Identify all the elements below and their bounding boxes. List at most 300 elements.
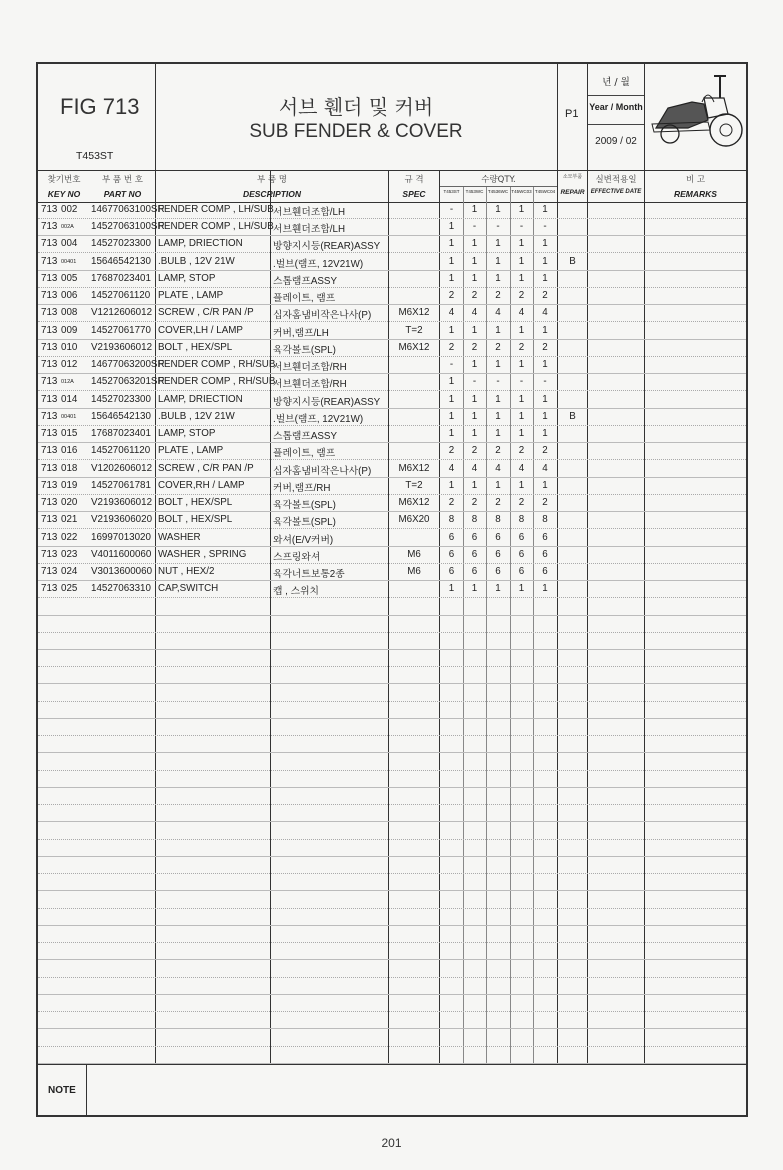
table-row bbox=[38, 926, 746, 943]
table-row bbox=[38, 616, 746, 633]
qty-cell: 1 bbox=[518, 272, 525, 284]
description-ko: 서브휀더조합/LH bbox=[273, 224, 346, 236]
model-name: T453ST bbox=[76, 150, 114, 162]
part-number: 17687023401 bbox=[91, 428, 151, 440]
part-number: V2193606012 bbox=[91, 497, 153, 509]
table-row bbox=[38, 581, 746, 598]
qty-cell: 1 bbox=[448, 238, 455, 250]
spec: M6X12 bbox=[398, 462, 430, 474]
qty-cell: - bbox=[519, 221, 524, 233]
qty-cell: 1 bbox=[471, 272, 478, 284]
qty-cell: 1 bbox=[471, 393, 478, 405]
qty-cell: 1 bbox=[448, 272, 455, 284]
key-suffix: 002 bbox=[61, 204, 78, 215]
description-en: .BULB , 12V 21W bbox=[158, 255, 235, 267]
col-part-en: PART NO bbox=[103, 189, 142, 199]
page-code: P1 bbox=[565, 108, 579, 120]
description-ko: 스프링와셔 bbox=[273, 551, 321, 563]
description-ko: 와셔(E/V커버) bbox=[273, 534, 334, 546]
title-korean: 서브 휀더 및 커버 bbox=[278, 95, 434, 119]
table-row bbox=[38, 547, 746, 564]
description-en: WASHER bbox=[158, 531, 201, 543]
qty-cell: 1 bbox=[542, 410, 548, 422]
col-key-ko: 찾기번호 bbox=[47, 175, 81, 185]
table-row bbox=[38, 771, 746, 788]
qty-sub-4: T45WC03 bbox=[511, 189, 532, 194]
description-ko: 커버,램프/RH bbox=[273, 482, 331, 494]
col-repair-ko: 소모부품 bbox=[562, 174, 583, 180]
qty-cell: 6 bbox=[448, 566, 455, 578]
qty-cell: 2 bbox=[448, 290, 455, 302]
qty-cell: - bbox=[449, 359, 454, 371]
description-ko: 방향지시등(REAR)ASSY bbox=[273, 241, 381, 253]
description-ko: 스톱램프ASSY bbox=[273, 275, 337, 287]
qty-cell: 2 bbox=[448, 497, 455, 509]
table-row bbox=[38, 995, 746, 1012]
qty-cell: 2 bbox=[518, 290, 525, 302]
key-prefix: 713 bbox=[41, 255, 58, 267]
qty-cell: 2 bbox=[495, 290, 501, 302]
part-number: 14527023300 bbox=[91, 238, 151, 250]
description-en: .BULB , 12V 21W bbox=[158, 410, 235, 422]
description-ko: 십자홈냄비작은나사(P) bbox=[273, 310, 372, 322]
qty-cell: 4 bbox=[495, 462, 501, 474]
table-row bbox=[38, 254, 746, 271]
key-prefix: 713 bbox=[41, 566, 58, 578]
key-prefix: 713 bbox=[41, 497, 58, 509]
qty-cell: 1 bbox=[542, 393, 548, 405]
table-row bbox=[38, 512, 746, 529]
qty-cell: 6 bbox=[518, 548, 525, 560]
qty-cell: - bbox=[496, 221, 500, 233]
qty-cell: 4 bbox=[495, 307, 501, 319]
qty-cell: 6 bbox=[495, 548, 501, 560]
qty-cell: 1 bbox=[542, 583, 548, 595]
qty-cell: - bbox=[496, 376, 500, 388]
key-suffix: 012 bbox=[61, 359, 78, 371]
qty-sub-2: T453WC bbox=[465, 189, 484, 194]
description-en: BOLT , HEX/SPL bbox=[158, 341, 233, 353]
qty-cell: 1 bbox=[448, 583, 455, 595]
description-en: COVER,RH / LAMP bbox=[158, 479, 245, 491]
year-month-label-ko: 년 / 월 bbox=[602, 77, 630, 88]
qty-cell: 2 bbox=[471, 445, 478, 457]
qty-cell: 1 bbox=[448, 393, 455, 405]
qty-cell: 6 bbox=[471, 531, 478, 543]
col-key-en: KEY NO bbox=[47, 189, 81, 199]
qty-cell: 4 bbox=[448, 307, 455, 319]
qty-cell: 4 bbox=[542, 462, 548, 474]
table-row bbox=[38, 961, 746, 978]
qty-cell: 1 bbox=[471, 204, 478, 215]
description-ko: 육각볼트(SPL) bbox=[273, 500, 336, 512]
description-ko: 육각볼트(SPL) bbox=[273, 517, 336, 529]
table-row bbox=[38, 754, 746, 771]
key-prefix: 713 bbox=[41, 341, 58, 353]
col-desc-ko: 부 품 명 bbox=[256, 175, 288, 185]
tractor-icon bbox=[648, 68, 744, 156]
key-prefix: 713 bbox=[41, 221, 58, 233]
key-suffix: 009 bbox=[61, 324, 78, 336]
qty-cell: 6 bbox=[542, 566, 548, 578]
description-en: FENDER COMP , LH/SUB bbox=[158, 204, 274, 215]
table-row bbox=[38, 685, 746, 702]
key-prefix: 713 bbox=[41, 462, 58, 474]
qty-cell: - bbox=[449, 204, 454, 215]
qty-cell: 2 bbox=[518, 445, 525, 457]
qty-cell: 1 bbox=[518, 359, 525, 371]
description-ko: 육각볼트(SPL) bbox=[273, 344, 336, 356]
table-row bbox=[38, 719, 746, 736]
qty-cell: 2 bbox=[495, 497, 501, 509]
qty-sub-1: T453ST bbox=[443, 189, 460, 194]
qty-cell: - bbox=[543, 376, 547, 388]
qty-cell: 6 bbox=[471, 548, 478, 560]
table-row bbox=[38, 357, 746, 374]
qty-cell: 1 bbox=[448, 376, 455, 388]
part-number: 14527061770 bbox=[91, 324, 151, 336]
spec: M6X12 bbox=[398, 341, 430, 353]
description-en: COVER,LH / LAMP bbox=[158, 324, 243, 336]
table-row bbox=[38, 426, 746, 443]
key-suffix: 00401 bbox=[61, 258, 77, 265]
table-row bbox=[38, 219, 746, 236]
qty-cell: 1 bbox=[495, 428, 501, 440]
qty-cell: 1 bbox=[542, 428, 548, 440]
col-effective-ko: 실변적용일 bbox=[595, 175, 637, 185]
part-number: V2193606012 bbox=[91, 341, 153, 353]
description-en: FENDER COMP , RH/SUB bbox=[158, 376, 276, 388]
key-prefix: 713 bbox=[41, 204, 58, 215]
part-number: 14527023300 bbox=[91, 393, 151, 405]
description-en: NUT , HEX/2 bbox=[158, 566, 215, 578]
qty-cell: 2 bbox=[542, 290, 548, 302]
key-prefix: 713 bbox=[41, 548, 58, 560]
qty-cell: - bbox=[472, 221, 477, 233]
qty-cell: 1 bbox=[518, 583, 525, 595]
part-number: 17687023401 bbox=[91, 272, 151, 284]
description-ko: 방향지시등(REAR)ASSY bbox=[273, 396, 381, 408]
qty-cell: 1 bbox=[542, 359, 548, 371]
qty-cell: 6 bbox=[542, 531, 548, 543]
spec: M6X12 bbox=[398, 307, 430, 319]
figure-number: FIG 713 bbox=[60, 94, 140, 119]
qty-cell: 1 bbox=[495, 238, 501, 250]
part-number: 14677063100SR bbox=[91, 204, 165, 215]
qty-cell: 1 bbox=[542, 204, 548, 215]
description-en: PLATE , LAMP bbox=[158, 290, 224, 302]
qty-cell: 1 bbox=[471, 238, 478, 250]
qty-cell: 1 bbox=[448, 479, 455, 491]
qty-cell: 1 bbox=[495, 272, 501, 284]
table-row bbox=[38, 530, 746, 547]
key-prefix: 713 bbox=[41, 307, 58, 319]
description-ko: 십자홈냄비작은나사(P) bbox=[273, 465, 372, 477]
description-ko: 스톱램프ASSY bbox=[273, 431, 337, 443]
qty-cell: 1 bbox=[471, 255, 478, 267]
key-prefix: 713 bbox=[41, 531, 58, 543]
key-suffix: 015 bbox=[61, 428, 78, 440]
key-suffix: 018 bbox=[61, 462, 78, 474]
part-number: 14677063200SR bbox=[91, 359, 165, 371]
description-en: SCREW , C/R PAN /P bbox=[158, 307, 254, 319]
qty-cell: 8 bbox=[542, 514, 548, 526]
description-en: PLATE , LAMP bbox=[158, 445, 224, 457]
qty-cell: 1 bbox=[495, 255, 501, 267]
key-suffix: 002A bbox=[61, 224, 74, 231]
note-label: NOTE bbox=[48, 1085, 76, 1096]
qty-cell: 6 bbox=[518, 566, 525, 578]
qty-cell: 2 bbox=[471, 290, 478, 302]
table-row bbox=[38, 443, 746, 460]
col-spec-ko: 규 격 bbox=[404, 175, 424, 185]
description-ko: 서브휀더조합/RH bbox=[273, 379, 347, 391]
key-suffix: 021 bbox=[61, 514, 78, 526]
table-row bbox=[38, 650, 746, 667]
qty-cell: 6 bbox=[471, 566, 478, 578]
description-ko: 육각너트보통2종 bbox=[273, 569, 345, 581]
table-row bbox=[38, 236, 746, 253]
qty-cell: 1 bbox=[542, 324, 548, 336]
table-row bbox=[38, 392, 746, 409]
key-suffix: 016 bbox=[61, 445, 78, 457]
qty-cell: 8 bbox=[471, 514, 478, 526]
description-en: WASHER , SPRING bbox=[158, 548, 247, 560]
qty-cell: 1 bbox=[542, 272, 548, 284]
table-row bbox=[38, 564, 746, 581]
key-prefix: 713 bbox=[41, 479, 58, 491]
key-suffix: 006 bbox=[61, 290, 78, 302]
key-prefix: 713 bbox=[41, 238, 58, 250]
qty-cell: 2 bbox=[448, 341, 455, 353]
table-row bbox=[38, 1030, 746, 1047]
description-ko: .벌브(램프, 12V21W) bbox=[273, 413, 364, 425]
qty-cell: 2 bbox=[518, 341, 525, 353]
key-prefix: 713 bbox=[41, 514, 58, 526]
qty-cell: 1 bbox=[471, 583, 478, 595]
table-row bbox=[38, 788, 746, 805]
col-effective-en: EFFECTIVE DATE bbox=[590, 189, 642, 195]
key-suffix: 004 bbox=[61, 238, 78, 250]
table-row bbox=[38, 1012, 746, 1029]
key-prefix: 713 bbox=[41, 290, 58, 302]
table-row bbox=[38, 633, 746, 650]
key-suffix: 00401 bbox=[61, 413, 77, 420]
qty-cell: 8 bbox=[518, 514, 525, 526]
table-row bbox=[38, 495, 746, 512]
page-number: 201 bbox=[381, 1136, 402, 1150]
qty-cell: 6 bbox=[495, 531, 501, 543]
qty-cell: 1 bbox=[495, 479, 501, 491]
part-number: 14527063201SR bbox=[91, 376, 165, 388]
table-row bbox=[38, 409, 746, 426]
part-number: 14527061120 bbox=[91, 290, 151, 302]
qty-cell: 1 bbox=[495, 583, 501, 595]
col-qty-ko: 수량QTY. bbox=[481, 175, 516, 185]
qty-cell: 1 bbox=[518, 255, 525, 267]
description-en: SCREW , C/R PAN /P bbox=[158, 462, 254, 474]
qty-cell: 1 bbox=[495, 359, 501, 371]
qty-cell: 1 bbox=[448, 221, 455, 233]
part-number: V4011600060 bbox=[91, 548, 152, 560]
description-en: LAMP, DRIECTION bbox=[158, 393, 243, 405]
qty-cell: 2 bbox=[518, 497, 525, 509]
qty-cell: - bbox=[543, 221, 547, 233]
key-suffix: 014 bbox=[61, 393, 78, 405]
qty-cell: 1 bbox=[448, 324, 455, 336]
qty-cell: 1 bbox=[518, 428, 525, 440]
qty-cell: 2 bbox=[448, 445, 455, 457]
part-number: 14527061120 bbox=[91, 445, 151, 457]
qty-cell: 1 bbox=[518, 410, 525, 422]
table-row bbox=[38, 305, 746, 322]
qty-cell: 1 bbox=[448, 428, 455, 440]
key-suffix: 005 bbox=[61, 272, 78, 284]
year-month-value: 2009 / 02 bbox=[595, 136, 637, 147]
qty-cell: 1 bbox=[518, 204, 525, 215]
key-suffix: 025 bbox=[61, 583, 78, 595]
qty-cell: 1 bbox=[542, 479, 548, 491]
key-suffix: 008 bbox=[61, 307, 78, 319]
table-row bbox=[38, 892, 746, 909]
description-ko: 서브휀더조합/LH bbox=[273, 207, 346, 218]
description-ko: 커버,램프/LH bbox=[273, 327, 329, 339]
key-prefix: 713 bbox=[41, 272, 58, 284]
table-row bbox=[38, 288, 746, 305]
description-ko: 캡 , 스위치 bbox=[273, 586, 320, 598]
year-month-label-en: Year / Month bbox=[589, 102, 643, 112]
qty-cell: - bbox=[472, 376, 477, 388]
part-number: V3013600060 bbox=[91, 566, 153, 578]
table-row bbox=[38, 667, 746, 684]
qty-cell: 4 bbox=[471, 462, 478, 474]
qty-cell: 1 bbox=[495, 410, 501, 422]
key-prefix: 713 bbox=[41, 393, 58, 405]
part-number: 15646542130 bbox=[91, 410, 151, 422]
table-row bbox=[38, 374, 746, 391]
table-row bbox=[38, 736, 746, 753]
description-en: BOLT , HEX/SPL bbox=[158, 497, 233, 509]
qty-cell: 6 bbox=[542, 548, 548, 560]
repair-code: B bbox=[569, 410, 576, 422]
part-number: V2193606020 bbox=[91, 514, 153, 526]
qty-cell: 4 bbox=[518, 307, 525, 319]
part-number: 14527063310 bbox=[91, 583, 151, 595]
qty-cell: 2 bbox=[471, 341, 478, 353]
qty-cell: 2 bbox=[542, 497, 548, 509]
key-prefix: 713 bbox=[41, 445, 58, 457]
key-suffix: 023 bbox=[61, 548, 78, 560]
description-en: LAMP, STOP bbox=[158, 272, 216, 284]
table-row bbox=[38, 978, 746, 995]
table-row bbox=[38, 702, 746, 719]
table-row bbox=[38, 461, 746, 478]
part-number: 14527061781 bbox=[91, 479, 151, 491]
part-number: 14527063100SR bbox=[91, 221, 165, 233]
key-suffix: 012A bbox=[61, 379, 74, 386]
col-part-ko: 부 품 번 호 bbox=[102, 175, 143, 185]
description-en: FENDER COMP , LH/SUB bbox=[158, 221, 274, 233]
part-number: 15646542130 bbox=[91, 255, 151, 267]
qty-cell: 1 bbox=[448, 410, 455, 422]
qty-cell: 1 bbox=[518, 479, 525, 491]
description-en: BOLT , HEX/SPL bbox=[158, 514, 233, 526]
part-number: V1212606012 bbox=[91, 307, 153, 319]
table-row bbox=[38, 943, 746, 960]
sheet-header bbox=[38, 64, 746, 171]
table-row bbox=[38, 1047, 746, 1064]
qty-cell: 1 bbox=[542, 238, 548, 250]
qty-sub-5: T45WC04 bbox=[534, 189, 556, 194]
qty-cell: 4 bbox=[518, 462, 525, 474]
qty-cell: 2 bbox=[542, 341, 548, 353]
description-en: CAP,SWITCH bbox=[158, 583, 219, 595]
table-row bbox=[38, 271, 746, 288]
qty-cell: 1 bbox=[542, 255, 548, 267]
qty-cell: 6 bbox=[495, 566, 501, 578]
qty-cell: 1 bbox=[471, 479, 478, 491]
spec: T=2 bbox=[405, 479, 423, 491]
qty-cell: 1 bbox=[471, 428, 478, 440]
spec: M6X12 bbox=[398, 497, 430, 509]
qty-cell: 6 bbox=[518, 531, 525, 543]
table-row bbox=[38, 599, 746, 616]
key-prefix: 713 bbox=[41, 410, 58, 422]
col-repair-en: REPAIR bbox=[560, 189, 585, 196]
qty-cell: 1 bbox=[471, 410, 478, 422]
col-remarks-en: REMARKS bbox=[674, 189, 717, 199]
spec: M6 bbox=[407, 548, 421, 560]
qty-cell: 4 bbox=[471, 307, 478, 319]
description-en: LAMP, STOP bbox=[158, 428, 216, 440]
qty-cell: 2 bbox=[495, 445, 501, 457]
parts-sheet bbox=[36, 62, 748, 1117]
key-suffix: 024 bbox=[61, 566, 78, 578]
qty-cell: 6 bbox=[448, 548, 455, 560]
key-suffix: 020 bbox=[61, 497, 78, 509]
qty-cell: 8 bbox=[448, 514, 455, 526]
spec: M6X20 bbox=[398, 514, 430, 526]
qty-cell: 1 bbox=[495, 324, 501, 336]
col-spec-en: SPEC bbox=[402, 189, 426, 199]
part-number: 16997013020 bbox=[91, 531, 151, 543]
col-desc-en: DESCRIPTION bbox=[242, 189, 302, 199]
qty-cell: 2 bbox=[495, 341, 501, 353]
table-row bbox=[38, 909, 746, 926]
qty-cell: 6 bbox=[448, 531, 455, 543]
qty-sub-3: T4536WC bbox=[487, 189, 509, 194]
description-ko: 서브휀더조합/RH bbox=[273, 362, 347, 374]
table-row bbox=[38, 857, 746, 874]
description-ko: .벌브(램프, 12V21W) bbox=[273, 258, 364, 270]
qty-cell: 2 bbox=[542, 445, 548, 457]
qty-cell: 4 bbox=[542, 307, 548, 319]
qty-cell: 1 bbox=[495, 393, 501, 405]
note-section bbox=[38, 1064, 746, 1116]
col-remarks-ko: 비 고 bbox=[685, 175, 706, 185]
key-suffix: 010 bbox=[61, 341, 78, 353]
qty-cell: 2 bbox=[471, 497, 478, 509]
qty-cell: 1 bbox=[471, 324, 478, 336]
table-row bbox=[38, 202, 746, 219]
table-row bbox=[38, 340, 746, 357]
key-prefix: 713 bbox=[41, 376, 58, 388]
table-row bbox=[38, 874, 746, 891]
key-suffix: 019 bbox=[61, 479, 78, 491]
key-prefix: 713 bbox=[41, 359, 58, 371]
key-suffix: 022 bbox=[61, 531, 78, 543]
table-row bbox=[38, 805, 746, 822]
